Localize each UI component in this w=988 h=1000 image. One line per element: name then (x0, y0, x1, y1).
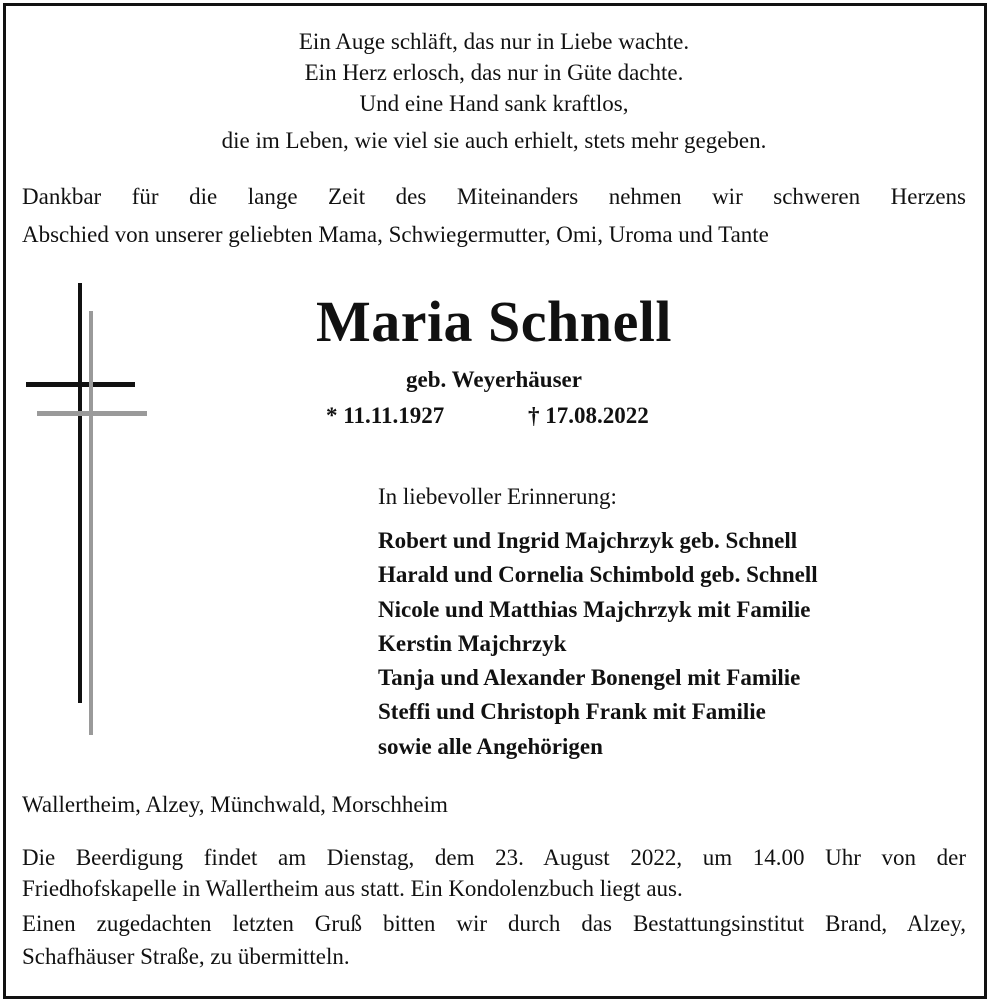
intro-line-1: Dankbar für die lange Zeit des Miteinanders nehmen wir schweren Herzens (22, 184, 966, 209)
funeral-line-1: Die Beerdigung findet am Dienstag, dem 23. August 2022, um 14.00 Uhr von der (22, 845, 966, 870)
mourner-line: Kerstin Majchrzyk (378, 630, 567, 656)
mourner-line: Harald und Cornelia Schimbold geb. Schnell (378, 562, 818, 588)
intro-line-2: Abschied von unserer geliebten Mama, Schwiegermutter, Omi, Uroma und Tante (22, 222, 769, 247)
death-date: † 17.08.2022 (528, 403, 649, 428)
birth-date: * 11.11.1927 (326, 403, 445, 428)
memory-heading: In liebevoller Erinnerung: (378, 484, 617, 509)
poem-line-2: Ein Herz erlosch, das nur in Güte dachte. (304, 60, 684, 85)
mourner-line: Nicole und Matthias Majchrzyk mit Familie (378, 596, 811, 622)
poem-line-1: Ein Auge schläft, das nur in Liebe wachte. (298, 29, 690, 54)
places-line: Wallertheim, Alzey, Münchwald, Morschheim (22, 792, 448, 817)
mourner-line: Robert und Ingrid Majchrzyk geb. Schnell (378, 528, 798, 553)
funeral-line-2: Friedhofskapelle in Wallertheim aus statt. Ein Kondolenzbuch liegt aus. (22, 876, 683, 901)
funeral-line-4: Schafhäuser Straße, zu übermitteln. (22, 944, 350, 969)
cross-gray-horizontal (37, 411, 147, 416)
mourner-line: sowie alle Angehörigen (378, 733, 603, 759)
mourner-line: Tanja und Alexander Bonengel mit Familie (378, 665, 801, 691)
birth-name: geb. Weyerhäuser (406, 367, 582, 392)
deceased-name: Maria Schnell (315, 289, 673, 354)
poem-line-4: die im Leben, wie viel sie auch erhielt, stets mehr gegeben. (221, 128, 767, 153)
mourner-line: Steffi und Christoph Frank mit Familie (378, 699, 766, 725)
mourners-list (378, 524, 818, 764)
funeral-line-3: Einen zugedachten letzten Gruß bitten wir durch das Bestattungsinstitut Brand, Alzey, (22, 911, 966, 936)
poem-line-3: Und eine Hand sank kraftlos, (359, 91, 629, 116)
